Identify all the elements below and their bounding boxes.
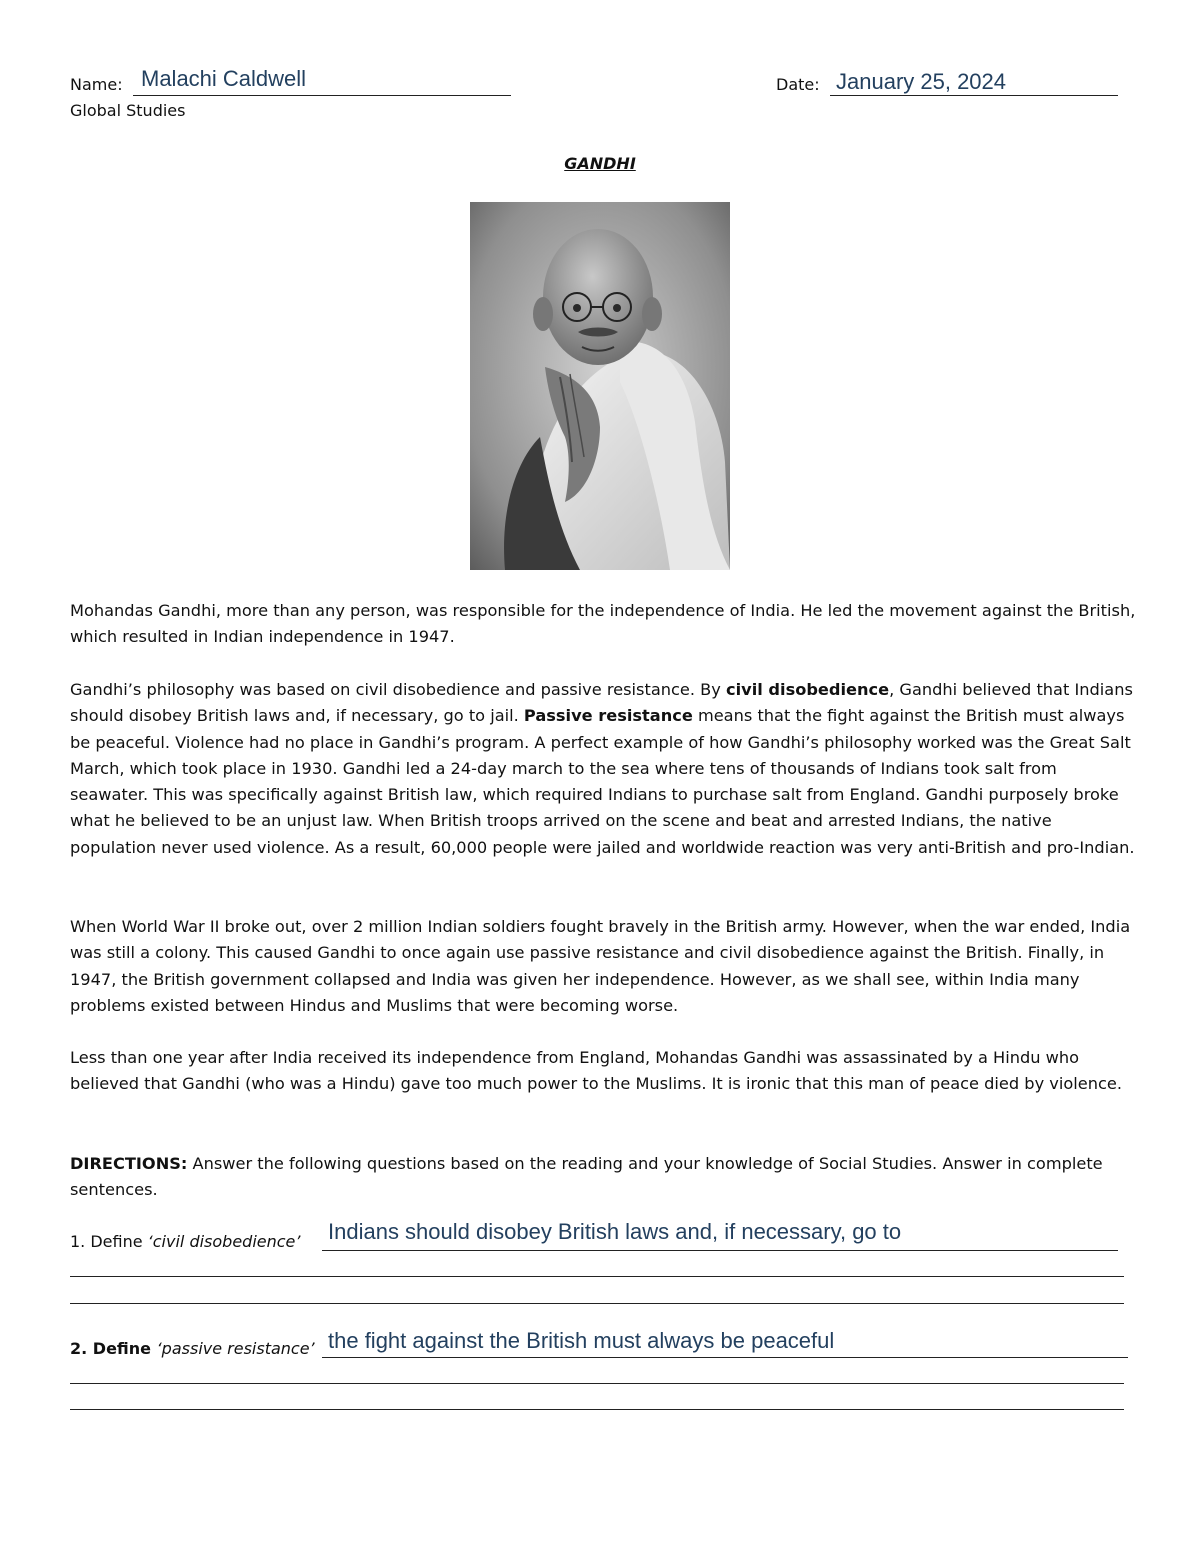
date-label: Date: (776, 75, 820, 94)
directions-label: DIRECTIONS: (70, 1154, 188, 1173)
answer-line[interactable] (70, 1303, 1124, 1304)
date-value: January 25, 2024 (836, 69, 1007, 94)
paragraph-2-text-a: Gandhi’s philosophy was based on civil disobedience and passive resistance. By (70, 680, 726, 699)
question-1-answer-field[interactable] (322, 1219, 1118, 1251)
question-1-term: ‘civil disobedience’ (147, 1232, 301, 1251)
name-value: Malachi Caldwell (141, 66, 307, 91)
course-label: Global Studies (70, 101, 186, 120)
portrait-photo (470, 202, 730, 570)
answer-line[interactable] (70, 1276, 1124, 1277)
paragraph-2 (70, 677, 1138, 861)
answer-line[interactable] (70, 1383, 1124, 1384)
question-1-prompt: 1. Define ‘civil disobedience’ (70, 1232, 301, 1251)
paragraph-2-text-c: means that the fight against the British must always be peaceful. Violence had no place in Gandhi’s program. A perfect example of how Gandhi’s philosophy worked was the Great Salt March, which took place in 1930. Gandhi led a 24-day march to the sea where tens of thousands of Indians took salt from seawater. This was specifically against British law, which required Indians to purchase salt from England. Gandhi purposely broke what he believed to be an unjust law. When British troops arrived on the scene and beat and arrested Indians, the native population never used violence. As a result, 60,000 people were jailed and worldwide reaction was very anti-British and pro-Indian. (70, 706, 1135, 857)
question-2-answer: the fight against the British must always be peaceful (328, 1328, 835, 1353)
question-2-answer-field[interactable] (322, 1329, 1128, 1358)
paragraph-1: Mohandas Gandhi, more than any person, was responsible for the independence of India. He led the movement against the British, which resulted in Indian independence in 1947. (70, 601, 1136, 647)
paragraph-2-text-b: , Gandhi believed that Indians should disobey British laws and, if necessary, go to jail. (70, 680, 1133, 726)
answer-line[interactable] (70, 1409, 1124, 1410)
question-2-term: ‘passive resistance’ (156, 1339, 315, 1358)
directions-text: Answer the following questions based on the reading and your knowledge of Social Studies. Answer in complete sentences. (70, 1154, 1103, 1200)
directions (70, 1151, 1138, 1204)
page-title: GANDHI (564, 154, 636, 173)
question-1-answer: Indians should disobey British laws and, if necessary, go to (328, 1219, 902, 1244)
paragraph-3: When World War II broke out, over 2 million Indian soldiers fought bravely in the British army. However, when the war ended, India was still a colony. This caused Gandhi to once again use passive resistance and civil disobedience against the British. Finally, in 1947, the British government collapsed and India was given her independence. However, as we shall see, within India many problems existed between Hindus and Muslims that were becoming worse. (70, 917, 1131, 1015)
paragraph-4: Less than one year after India received its independence from England, Mohandas Gandhi was assassinated by a Hindu who believed that Gandhi (who was a Hindu) gave too much power to the Muslims. It is ironic that this man of peace died by violence. (70, 1048, 1123, 1094)
term-civil-disobedience: civil disobedience (726, 680, 890, 699)
term-passive-resistance: Passive resistance (523, 706, 693, 726)
name-field[interactable] (133, 68, 511, 96)
date-field[interactable] (830, 68, 1118, 96)
name-label: Name: (70, 75, 123, 94)
question-2-prompt: 2. Define ‘passive resistance’ (70, 1339, 315, 1358)
